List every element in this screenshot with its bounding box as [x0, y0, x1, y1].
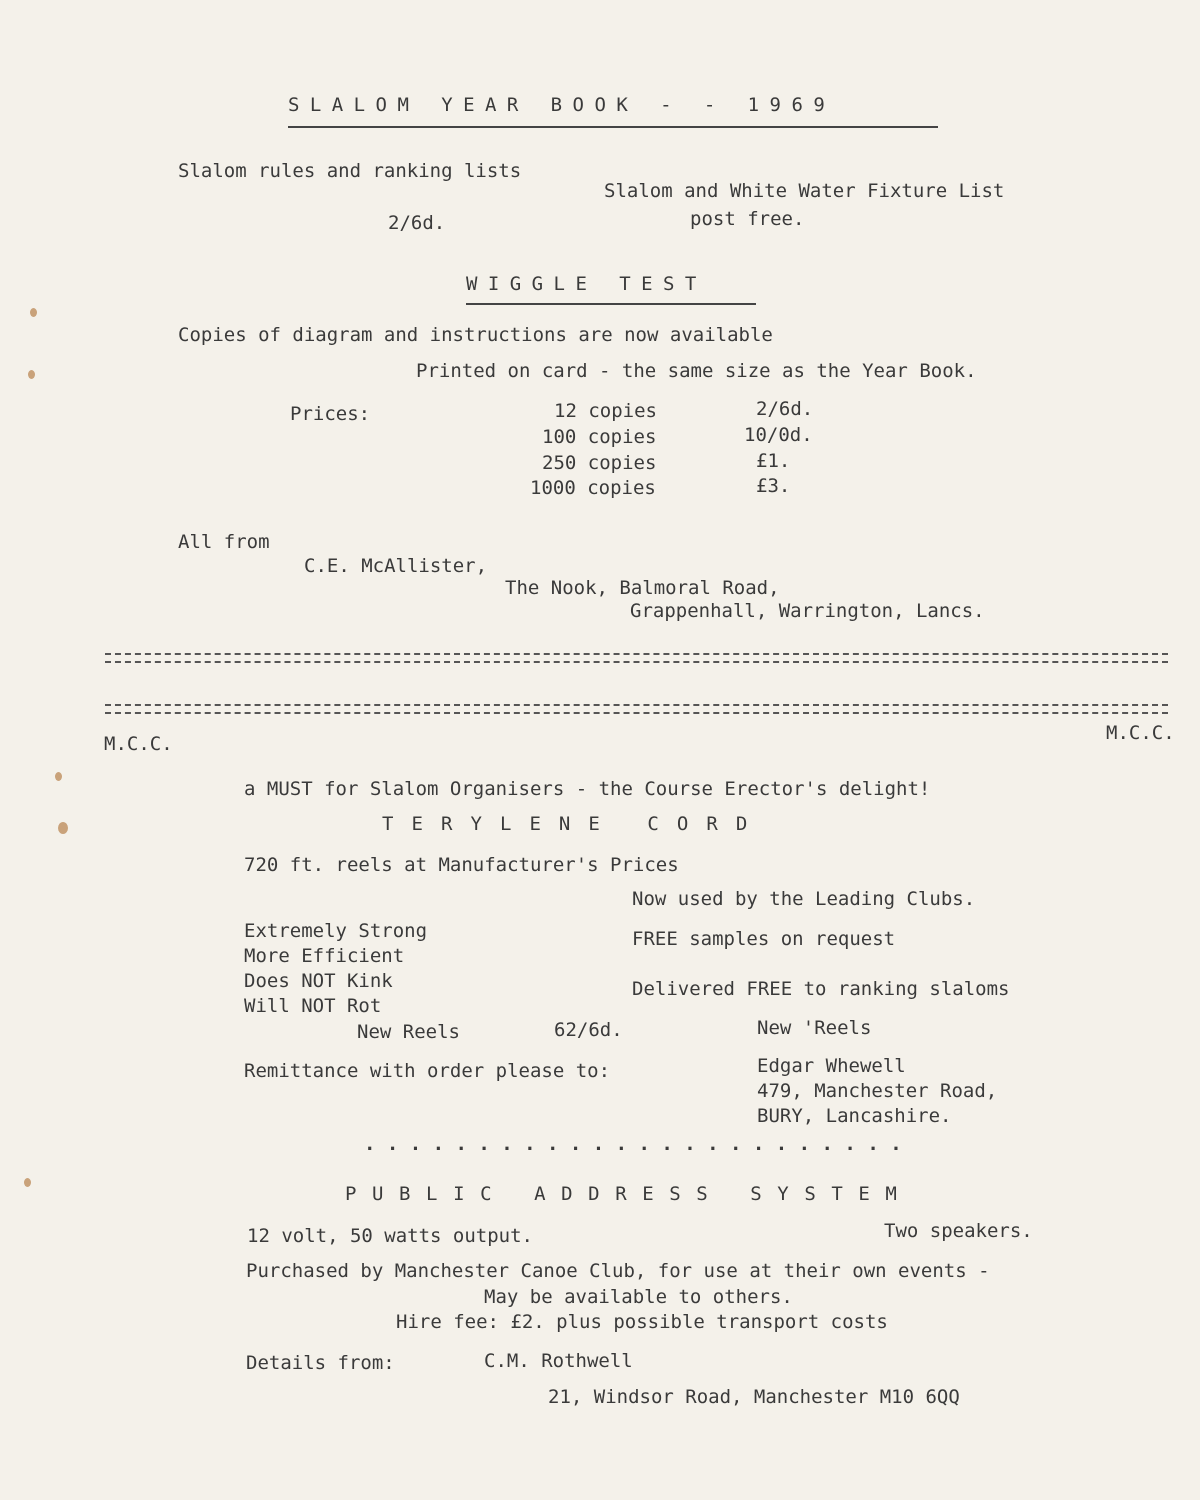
new-reels-price: 62/6d.	[554, 1019, 623, 1041]
binder-hole-mark	[55, 772, 62, 781]
price-qty: 1000 copies	[530, 477, 656, 499]
mcc-label-right: M.C.C.	[1106, 722, 1175, 744]
supplier-address-line1: The Nook, Balmoral Road,	[505, 577, 780, 599]
pa-available: May be available to others.	[484, 1286, 793, 1308]
fixture-price: post free.	[690, 208, 805, 230]
pa-purchased: Purchased by Manchester Canoe Club, for use at their own events -	[246, 1260, 990, 1282]
pa-spec: 12 volt, 50 watts output.	[247, 1225, 533, 1247]
title-underline	[288, 126, 938, 128]
pa-heading: PUBLIC ADDRESS SYSTEM	[345, 1183, 913, 1205]
feature-item: Will NOT Rot	[244, 995, 382, 1017]
cord-tagline: a MUST for Slalom Organisers - the Course Erector's delight!	[244, 778, 931, 800]
binder-hole-mark	[28, 370, 35, 379]
printed-text: Printed on card - the same size as the Year Book.	[416, 360, 977, 382]
binder-hole-mark	[30, 308, 37, 317]
prices-label: Prices:	[290, 403, 371, 425]
price-amount: 10/0d.	[744, 424, 813, 446]
price-amount: 2/6d.	[756, 398, 814, 420]
all-from-label: All from	[178, 531, 270, 553]
copies-text: Copies of diagram and instructions are now available	[178, 324, 773, 346]
dotted-divider: . . . . . . . . . . . . . . . . . . . . . . . .	[364, 1133, 902, 1155]
pa-details-name: C.M. Rothwell	[484, 1350, 633, 1372]
supplier-address-line2: Grappenhall, Warrington, Lancs.	[630, 600, 985, 622]
mcc-label-left: M.C.C.	[104, 733, 173, 755]
pa-details-label: Details from:	[246, 1352, 395, 1374]
contact-address-line2: BURY, Lancashire.	[757, 1105, 952, 1127]
supplier-name: C.E. McAllister,	[304, 555, 488, 577]
yearbook-title: SLALOM YEAR BOOK - - 1969	[288, 94, 836, 116]
wiggle-underline	[466, 303, 756, 305]
pa-hire-fee: Hire fee: £2. plus possible transport costs	[396, 1311, 888, 1333]
section-separator	[105, 653, 1168, 663]
leading-clubs-text: Now used by the Leading Clubs.	[632, 888, 976, 910]
binder-hole-mark	[24, 1178, 31, 1187]
pa-details-address: 21, Windsor Road, Manchester M10 6QQ	[548, 1386, 960, 1408]
new-reels-label: New Reels	[357, 1021, 460, 1043]
contact-address-line1: 479, Manchester Road,	[757, 1080, 998, 1102]
price-qty: 12 copies	[554, 400, 657, 422]
section-separator	[105, 704, 1168, 714]
feature-item: More Efficient	[244, 945, 405, 967]
cord-heading: TERYLENE CORD	[382, 813, 766, 835]
rules-lists-text: Slalom rules and ranking lists	[178, 160, 522, 182]
feature-item: Does NOT Kink	[244, 970, 393, 992]
delivered-text: Delivered FREE to ranking slaloms	[632, 978, 1010, 1000]
price-qty: 250 copies	[542, 452, 657, 474]
price-amount: £1.	[756, 450, 791, 472]
remittance-text: Remittance with order please to:	[244, 1060, 611, 1082]
fixture-list-text: Slalom and White Water Fixture List	[604, 180, 1005, 202]
price-amount: £3.	[756, 475, 791, 497]
pa-speakers: Two speakers.	[884, 1220, 1033, 1242]
binder-hole-mark	[58, 822, 68, 834]
free-samples-text: FREE samples on request	[632, 928, 896, 950]
feature-item: Extremely Strong	[244, 920, 428, 942]
new-reels-right: New 'Reels	[757, 1017, 872, 1039]
wiggle-heading: WIGGLE TEST	[466, 273, 707, 295]
price-qty: 100 copies	[542, 426, 657, 448]
reels-text: 720 ft. reels at Manufacturer's Prices	[244, 854, 679, 876]
rules-price: 2/6d.	[388, 212, 446, 234]
contact-name: Edgar Whewell	[757, 1055, 906, 1077]
